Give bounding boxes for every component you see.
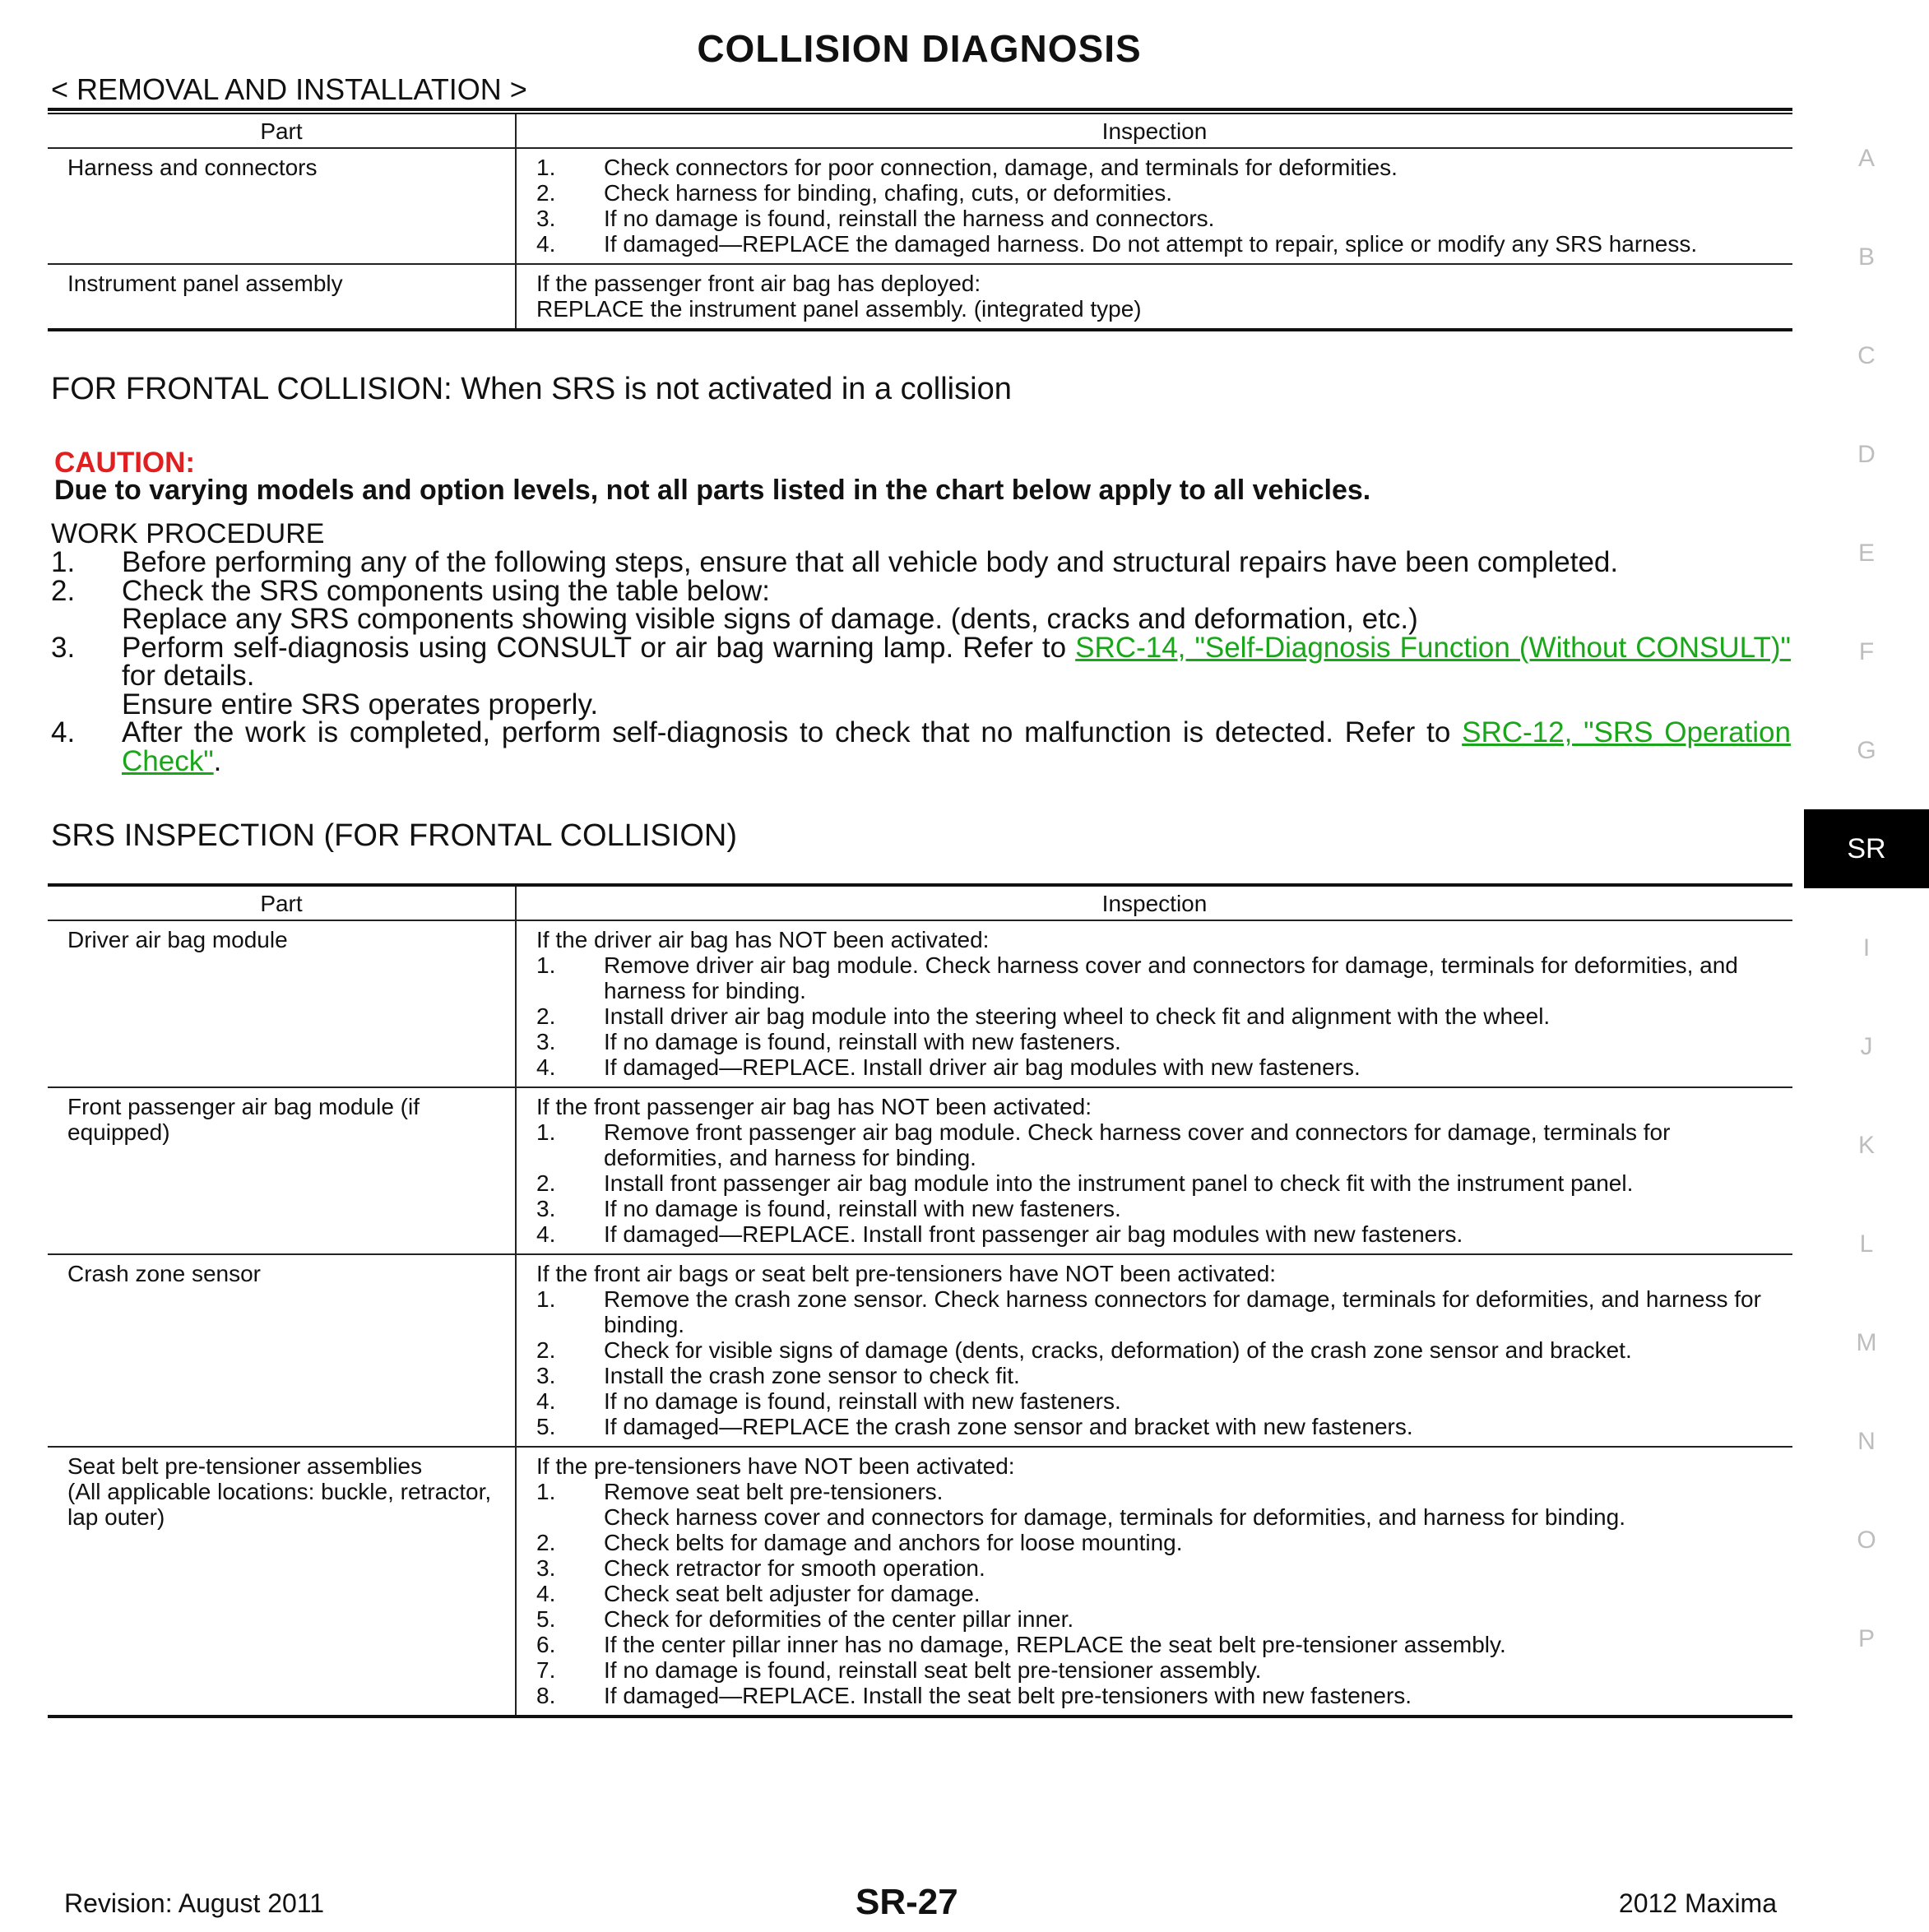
inspection-intro: If the front air bags or seat belt pre-tensioners have NOT been activated: <box>536 1261 1277 1286</box>
table-row <box>48 148 1792 264</box>
srs-inspection-heading: SRS INSPECTION (FOR FRONTAL COLLISION) <box>51 818 737 853</box>
inspection-step: 4. If damaged—REPLACE the damaged harness. Do not attempt to repair, splice or modify any SRS harness. <box>536 231 1698 257</box>
tab-e[interactable]: E <box>1857 540 1875 567</box>
inspection-step: 3. If no damage is found, reinstall with new fasteners. <box>536 1029 1121 1054</box>
inspection-step: 3. If no damage is found, reinstall the harness and connectors. <box>536 206 1215 231</box>
inspection-step: 3. If no damage is found, reinstall with new fasteners. <box>536 1196 1121 1221</box>
inspection-step: 2. Check harness for binding, chafing, cuts, or deformities. <box>536 180 1173 206</box>
procedure-step: 1. Before performing any of the following steps, ensure that all vehicle body and structural repairs have been completed. <box>51 546 1619 578</box>
inspection-step: 3. Check retractor for smooth operation. <box>536 1555 985 1581</box>
inspection-step: 4. If damaged—REPLACE. Install front passenger air bag modules with new fasteners. <box>536 1221 1463 1247</box>
inspection-cell <box>516 1087 1792 1254</box>
inspection-step: 3. Install the crash zone sensor to check fit. <box>536 1363 1020 1388</box>
part-cell: Front passenger air bag module (if equipped) <box>48 1087 516 1254</box>
inspection-step: 1. Remove seat belt pre-tensioners. Check harness cover and connectors for damage, terminals for deformities, and harness for binding. <box>536 1479 1625 1530</box>
table-header-row <box>48 114 1792 148</box>
inspection-step: 2. Check belts for damage and anchors for loose mounting. <box>536 1530 1183 1555</box>
inspection-step: 7. If no damage is found, reinstall seat belt pre-tensioner assembly. <box>536 1657 1262 1683</box>
inspection-step: 8. If damaged—REPLACE. Install the seat belt pre-tensioners with new fasteners. <box>536 1683 1412 1708</box>
tab-k[interactable]: K <box>1857 1132 1875 1159</box>
inspection-step: 5. Check for deformities of the center pillar inner. <box>536 1606 1074 1632</box>
tab-m[interactable]: M <box>1856 1329 1877 1356</box>
part-name: Seat belt pre-tensioner assemblies <box>67 1453 423 1479</box>
tab-f[interactable]: F <box>1858 638 1875 665</box>
work-procedure-steps <box>51 546 1791 777</box>
part-cell: Driver air bag module <box>48 920 516 1087</box>
section-breadcrumb: < REMOVAL AND INSTALLATION > <box>51 72 527 106</box>
table-row <box>48 1254 1792 1447</box>
inspection-cell <box>516 1254 1792 1447</box>
inspection-step: 2. Install front passenger air bag module into the instrument panel to check fit with the instrument panel. <box>536 1170 1634 1196</box>
inspection-step: 4. Check seat belt adjuster for damage. <box>536 1581 981 1606</box>
tab-c[interactable]: C <box>1857 342 1876 369</box>
tab-g[interactable]: G <box>1857 737 1876 764</box>
part-cell: Crash zone sensor <box>48 1254 516 1447</box>
tab-l[interactable]: L <box>1859 1230 1874 1258</box>
operation-check-link[interactable]: SRC-12, "SRS Operation Check" <box>122 716 1791 777</box>
frontal-collision-heading: FOR FRONTAL COLLISION: When SRS is not activated in a collision <box>51 372 1012 406</box>
procedure-step: 2. Check the SRS components using the table below: Replace any SRS components showing visible signs of damage. (dents, cracks and deformation, etc.) <box>51 574 1418 635</box>
table-row <box>48 1087 1792 1254</box>
inspection-intro: If the pre-tensioners have NOT been activated: <box>536 1453 1015 1479</box>
tab-i[interactable]: I <box>1862 934 1871 961</box>
table-row <box>48 264 1792 330</box>
page-number: SR-27 <box>856 1882 958 1922</box>
table-row <box>48 1447 1792 1717</box>
inspection-step: 2. Install driver air bag module into the steering wheel to check fit and alignment with the wheel. <box>536 1003 1551 1029</box>
part-cell: Instrument panel assembly <box>48 264 516 330</box>
tab-b[interactable]: B <box>1857 243 1875 271</box>
inspection-step: 1. Remove the crash zone sensor. Check harness connectors for damage, terminals for deformities, and harness for binding. <box>536 1286 1761 1337</box>
inspection-cell <box>516 148 1792 264</box>
inspection-step: 5. If damaged—REPLACE the crash zone sensor and bracket with new fasteners. <box>536 1414 1413 1439</box>
part-cell: Harness and connectors <box>48 148 516 264</box>
inspection-step: 1. Remove driver air bag module. Check harness cover and connectors for damage, terminals for deformities, and harness for binding. <box>536 952 1738 1003</box>
tab-a[interactable]: A <box>1857 145 1875 172</box>
part-note: (All applicable locations: buckle, retractor, lap outer) <box>67 1479 492 1530</box>
inspection-step: 1. Check connectors for poor connection, damage, and terminals for deformities. <box>536 155 1398 180</box>
harness-inspection-table <box>48 114 1792 331</box>
part-cell <box>48 1447 516 1717</box>
self-diagnosis-link[interactable]: SRC-14, "Self-Diagnosis Function (Without CONSULT)" <box>1075 631 1791 664</box>
tab-d[interactable]: D <box>1857 441 1876 468</box>
vehicle-model: 2012 Maxima <box>1618 1888 1777 1918</box>
procedure-step: 3. Perform self-diagnosis using CONSULT or air bag warning lamp. Refer to SRC-14, "Self-Diagnosis Function (Without CONSULT)" for details. Ensure entire SRS operates properly. <box>51 631 1791 720</box>
work-procedure-label: WORK PROCEDURE <box>51 518 325 549</box>
caution-text: Due to varying models and option levels, not all parts listed in the chart below apply to all vehicles. <box>54 475 1371 506</box>
caution-label: CAUTION: <box>54 447 196 479</box>
tab-n[interactable]: N <box>1857 1428 1876 1455</box>
revision-date: Revision: August 2011 <box>64 1888 325 1918</box>
tab-sr[interactable]: SR <box>1804 809 1929 888</box>
procedure-step: 4. After the work is completed, perform self-diagnosis to check that no malfunction is detected. Refer to SRC-12, "SRS Operation Check". <box>51 716 1791 777</box>
srs-inspection-table <box>48 887 1792 1718</box>
column-header-inspection: Inspection <box>516 114 1792 148</box>
column-header-inspection: Inspection <box>516 887 1792 920</box>
inspection-step: 2. Check for visible signs of damage (dents, cracks, deformation) of the crash zone sensor and bracket. <box>536 1337 1632 1363</box>
inspection-step: 4. If damaged—REPLACE. Install driver air bag modules with new fasteners. <box>536 1054 1361 1080</box>
column-header-part: Part <box>48 887 516 920</box>
top-double-rule <box>48 108 1792 114</box>
tab-p[interactable]: P <box>1857 1625 1875 1652</box>
tab-o[interactable]: O <box>1857 1527 1876 1554</box>
tab-j[interactable]: J <box>1860 1033 1873 1060</box>
inspection-line: REPLACE the instrument panel assembly. (integrated type) <box>536 296 1142 322</box>
table-header-row <box>48 887 1792 920</box>
page-title: COLLISION DIAGNOSIS <box>697 27 1142 70</box>
table-row <box>48 920 1792 1087</box>
inspection-cell <box>516 1447 1792 1717</box>
inspection-step: 4. If no damage is found, reinstall with new fasteners. <box>536 1388 1121 1414</box>
inspection-intro: If the front passenger air bag has NOT been activated: <box>536 1094 1092 1119</box>
inspection-step: 1. Remove front passenger air bag module. Check harness cover and connectors for damage, terminals for deformities, and harness for binding. <box>536 1119 1671 1170</box>
inspection-cell <box>516 264 1792 330</box>
inspection-cell <box>516 920 1792 1087</box>
inspection-intro: If the driver air bag has NOT been activated: <box>536 927 990 952</box>
inspection-step: 6. If the center pillar inner has no damage, REPLACE the seat belt pre-tensioner assembly. <box>536 1632 1506 1657</box>
inspection-line: If the passenger front air bag has deployed: <box>536 271 981 296</box>
column-header-part: Part <box>48 114 516 148</box>
